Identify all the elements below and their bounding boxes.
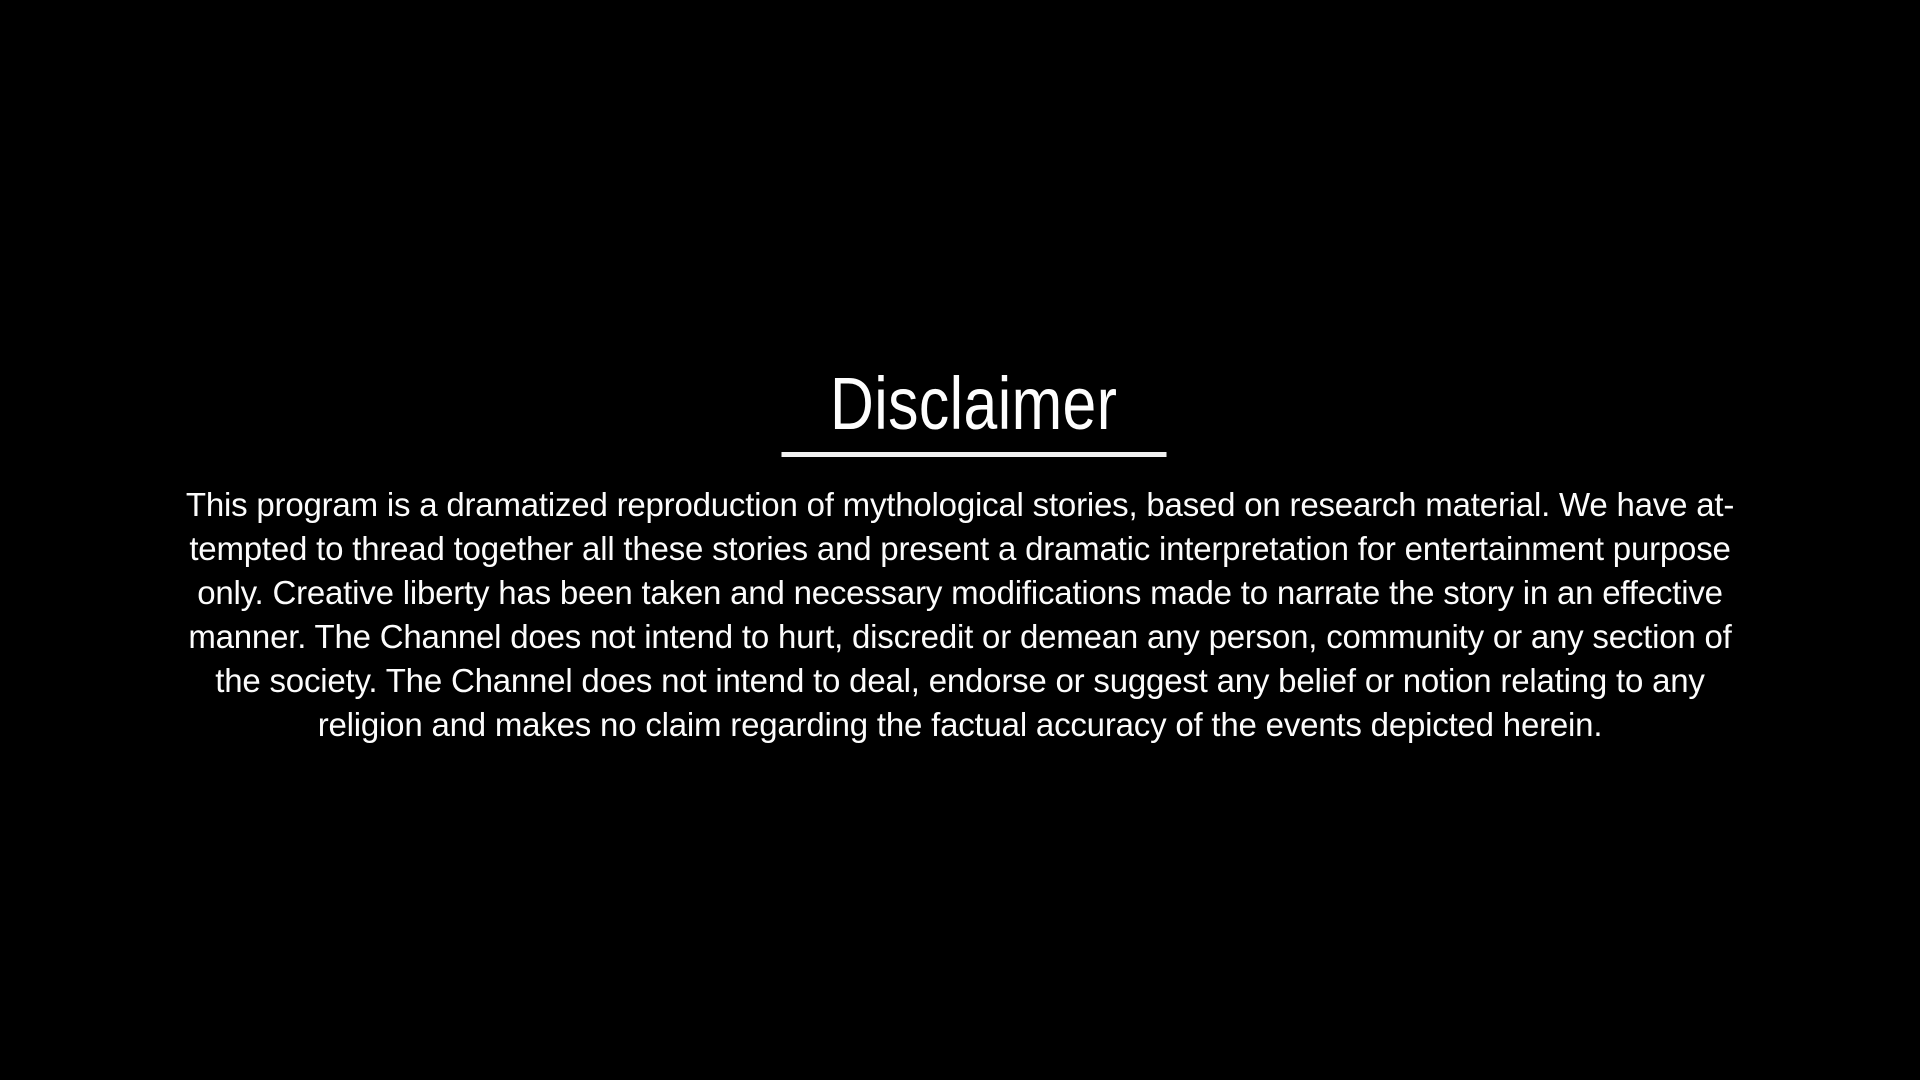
disclaimer-line: only. Creative liberty has been taken and necessary modifications made to narrate the story in an effective xyxy=(197,574,1723,611)
disclaimer-line: tempted to thread together all these stories and present a dramatic interpretation for entertainment purpose xyxy=(189,530,1731,567)
title-underline xyxy=(782,452,1167,457)
title-block xyxy=(782,362,1167,457)
disclaimer-line: manner. The Channel does not intend to hurt, discredit or demean any person, community or any section of xyxy=(188,618,1732,655)
disclaimer-title: Disclaimer xyxy=(830,362,1118,445)
disclaimer-paragraph xyxy=(0,483,1920,747)
disclaimer-line: religion and makes no claim regarding the factual accuracy of the events depicted herein. xyxy=(317,706,1603,743)
disclaimer-line: the society. The Channel does not intend to deal, endorse or suggest any belief or notion relating to any xyxy=(215,662,1705,699)
disclaimer-line: This program is a dramatized reproduction of mythological stories, based on research material. We have at- xyxy=(185,486,1735,523)
